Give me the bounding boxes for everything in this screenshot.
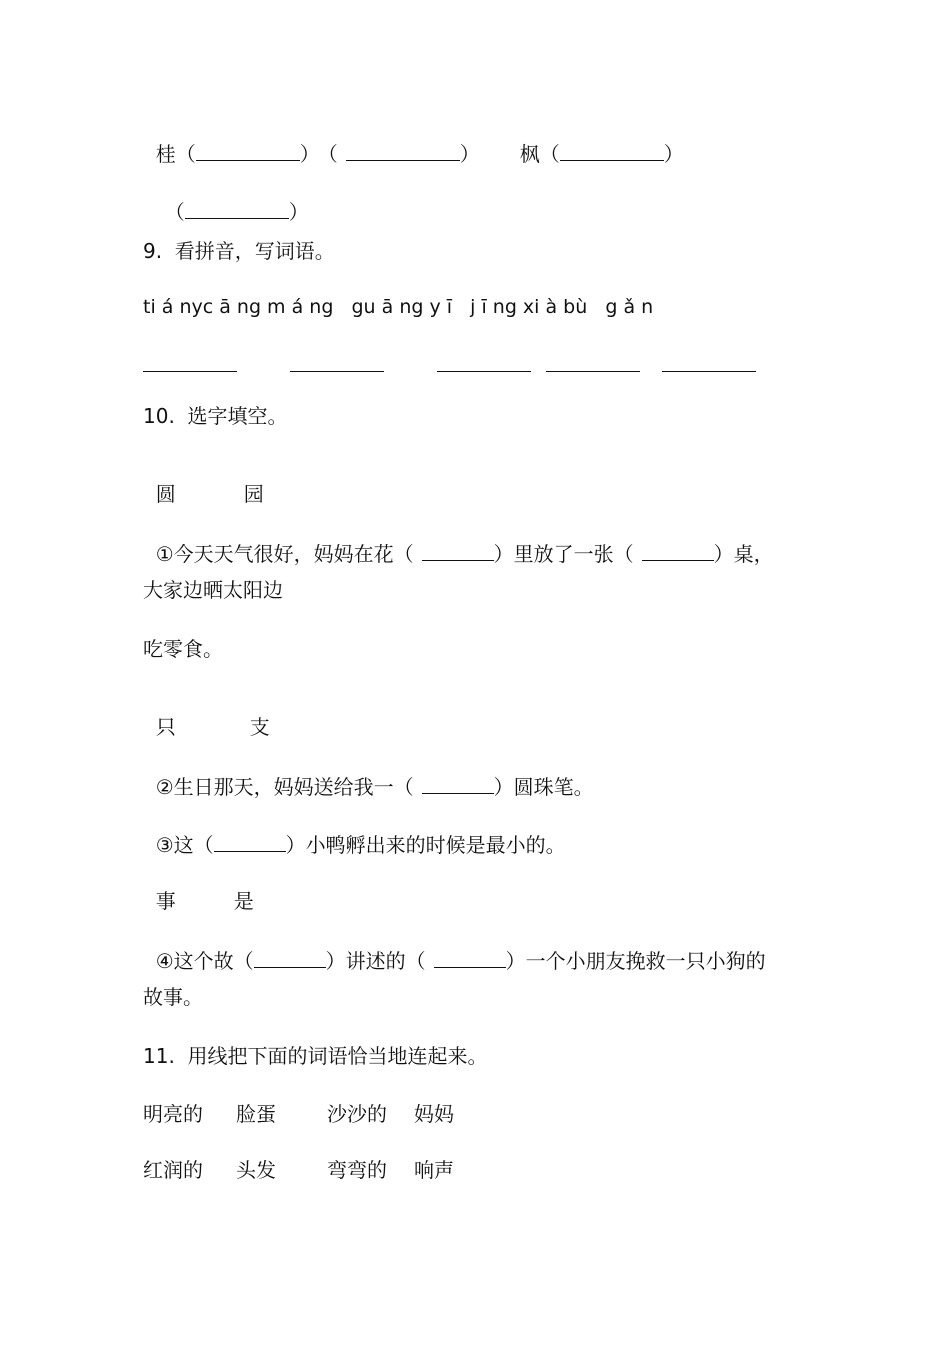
blank-feng-2[interactable]: [185, 200, 289, 219]
match-word[interactable]: 明亮的: [143, 1102, 203, 1126]
q10-pair3: [143, 871, 254, 911]
match-word[interactable]: 脸蛋: [236, 1102, 276, 1126]
sentence-text: ）圆珠笔。: [493, 775, 594, 799]
match-word[interactable]: 头发: [236, 1158, 276, 1182]
q10-title: 10. 选字填空。: [143, 404, 288, 428]
blank-1a[interactable]: [422, 542, 494, 561]
choice-char: 只: [155, 715, 176, 739]
q8-row1: [143, 122, 480, 164]
q8-feng-label: 枫（: [519, 142, 560, 166]
match-word[interactable]: 红润的: [143, 1158, 203, 1182]
q9-answer-line-1[interactable]: [143, 371, 237, 372]
q8-gui-label: 桂（: [155, 142, 196, 166]
sentence-text: ）讲述的（: [325, 949, 426, 973]
choice-char: 事: [155, 889, 176, 913]
blank-gui-2[interactable]: [346, 142, 460, 161]
q9-answer-line-4[interactable]: [546, 371, 640, 372]
sentence-text: ）小鸭孵出来的时候是最小的。: [285, 833, 566, 857]
blank-1b[interactable]: [642, 542, 714, 561]
q8-paren: ）（: [299, 142, 346, 166]
q10-sentence3: [143, 813, 566, 855]
q10-pair2: [143, 697, 270, 737]
q9-answer-line-5[interactable]: [662, 371, 756, 372]
q8-paren: ）: [663, 142, 684, 166]
q9-title: 9. 看拼音，写词语。: [143, 239, 335, 263]
q8-feng: [507, 122, 684, 164]
match-word[interactable]: 弯弯的: [327, 1158, 387, 1182]
q10-sentence4-line2: 故事。: [143, 985, 203, 1009]
choice-char: 支: [249, 715, 270, 739]
sentence-text: ②生日那天，妈妈送给我一（: [155, 775, 414, 799]
sentence-text: ④这个故（: [155, 949, 254, 973]
choice-char: 园: [243, 482, 264, 506]
blank-2[interactable]: [422, 775, 494, 794]
sentence-text: ①今天天气很好，妈妈在花（: [155, 542, 414, 566]
sentence-text: ）里放了一张（: [493, 542, 634, 566]
q8-paren: ）: [288, 200, 309, 224]
sentence-text: ③这（: [155, 833, 214, 857]
q10-sentence1-line2: 大家边晒太阳边: [143, 578, 283, 602]
blank-feng[interactable]: [560, 142, 664, 161]
match-word[interactable]: 沙沙的: [327, 1102, 387, 1126]
sentence-text: ）桌，: [713, 542, 774, 566]
q10-sentence4: [143, 929, 766, 971]
q10-sentence1: [143, 522, 774, 564]
q10-sentence2: [143, 755, 594, 797]
blank-4b[interactable]: [434, 949, 506, 968]
q10-pair1: [143, 464, 264, 504]
q9-answer-line-2[interactable]: [290, 371, 384, 372]
q9-pinyin: ti á nyc ā ng m á ng gu ā ng y ī j ī ng xi à bù g ǎ n: [143, 296, 654, 318]
choice-char: 圆: [155, 482, 176, 506]
match-word[interactable]: 妈妈: [414, 1102, 454, 1126]
q11-title: 11. 用线把下面的词语恰当地连起来。: [143, 1044, 488, 1068]
choice-char: 是: [233, 889, 254, 913]
sentence-text: ）一个小朋友挽救一只小狗的: [505, 949, 766, 973]
blank-gui[interactable]: [196, 142, 300, 161]
q9-answer-line-3[interactable]: [437, 371, 531, 372]
blank-3[interactable]: [214, 833, 286, 852]
match-word[interactable]: 响声: [414, 1158, 454, 1182]
blank-4a[interactable]: [254, 949, 326, 968]
q8-paren: （: [164, 200, 185, 224]
q8-paren: ）: [459, 142, 480, 166]
q8-row2: [152, 180, 309, 222]
q10-sentence1-line3: 吃零食。: [143, 637, 223, 661]
